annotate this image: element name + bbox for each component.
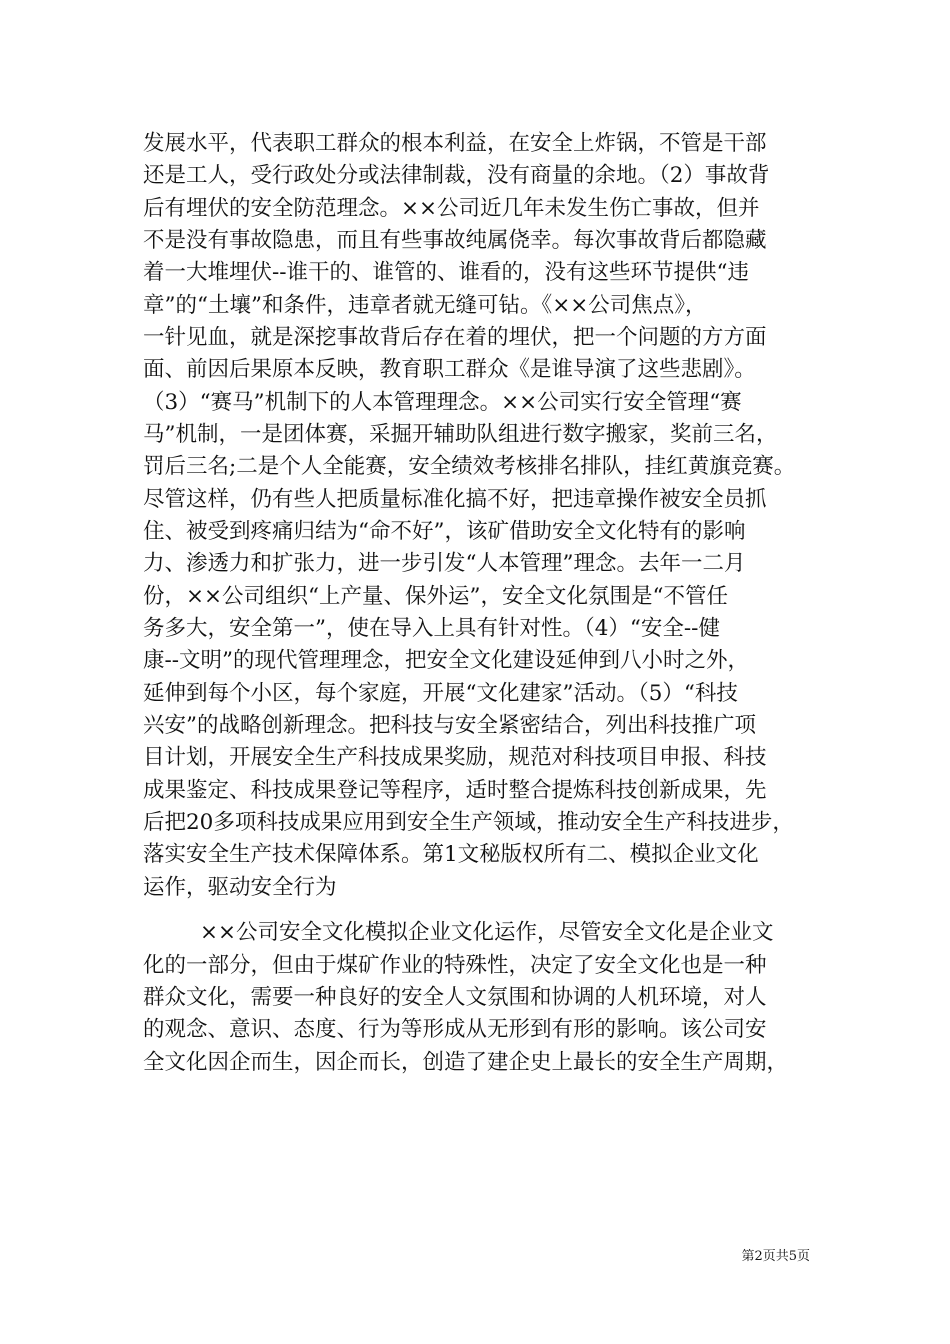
text-line: 后把20多项科技成果应用到安全生产领域，推动安全生产科技进步， [143, 810, 794, 835]
text-line: 着一大堆埋伏--谁干的、谁管的、谁看的，没有这些环节提供“违 [143, 260, 750, 285]
text-line: 尽管这样，仍有些人把质量标准化搞不好，把违章操作被安全员抓 [143, 487, 767, 512]
text-line: 务多大，安全第一”，使在导入上具有针对性。（4）“安全--健 [143, 616, 720, 641]
text-line: 罚后三名;二是个人全能赛，安全绩效考核排名排队，挂红黄旗竞赛。 [143, 454, 796, 479]
text-line: 章”的“土壤”和条件，违章者就无缝可钻。《××公司焦点》， [143, 293, 707, 318]
text-line: 运作，驱动安全行为 [143, 875, 337, 900]
text-line: ××公司安全文化模拟企业文化运作，尽管安全文化是企业文 [200, 920, 774, 945]
text-line: 康--文明”的现代管理理念，把安全文化建设延伸到八小时之外， [143, 648, 750, 673]
text-line: 面、前因后果原本反映，教育职工群众《是谁导演了这些悲剧》。 [143, 357, 756, 382]
text-line: 一针见血，就是深挖事故背后存在着的埋伏，把一个问题的方方面 [143, 325, 767, 350]
text-line: 全文化因企而生，因企而长，创造了建企史上最长的安全生产周期， [143, 1050, 789, 1075]
text-line: 成果鉴定、科技成果登记等程序，适时整合提炼科技创新成果，先 [143, 778, 767, 803]
text-line: 目计划，开展安全生产科技成果奖励，规范对科技项目申报、科技 [143, 745, 767, 770]
text-line: 不是没有事故隐患，而且有些事故纯属侥幸。每次事故背后都隐藏 [143, 228, 767, 253]
text-line: 群众文化，需要一种良好的安全人文氛围和协调的人机环境，对人 [143, 985, 767, 1010]
text-line: 还是工人，受行政处分或法律制裁，没有商量的余地。（2）事故背 [143, 163, 770, 188]
text-line: 份，××公司组织“上产量、保外运”，安全文化氛围是“不管任 [143, 584, 729, 609]
text-line: 的观念、意识、态度、行为等形成从无形到有形的影响。该公司安 [143, 1017, 767, 1042]
page-number: 第2页共5页 [741, 1249, 810, 1264]
text-line: 住、被受到疼痛归结为“命不好”，该矿借助安全文化特有的影响 [143, 519, 746, 544]
text-line: 发展水平，代表职工群众的根本利益，在安全上炸锅，不管是干部 [143, 131, 767, 156]
text-line: 化的一部分，但由于煤矿作业的特殊性，决定了安全文化也是一种 [143, 953, 767, 978]
text-line: （3）“赛马”机制下的人本管理理念。××公司实行安全管理“赛 [143, 390, 742, 415]
text-line: 延伸到每个小区，每个家庭，开展“文化建家”活动。（5）“科技 [143, 681, 738, 706]
text-line: 落实安全生产技术保障体系。第1文秘版权所有二、模拟企业文化 [143, 842, 759, 867]
text-line: 后有埋伏的安全防范理念。××公司近几年未发生伤亡事故，但并 [143, 196, 760, 221]
text-line: 力、渗透力和扩张力，进一步引发“人本管理”理念。去年一二月 [143, 551, 746, 576]
text-line: 兴安”的战略创新理念。把科技与安全紧密结合，列出科技推广项 [143, 713, 756, 738]
text-line: 马”机制，一是团体赛，采掘开辅助队组进行数字搬家，奖前三名， [143, 422, 778, 447]
